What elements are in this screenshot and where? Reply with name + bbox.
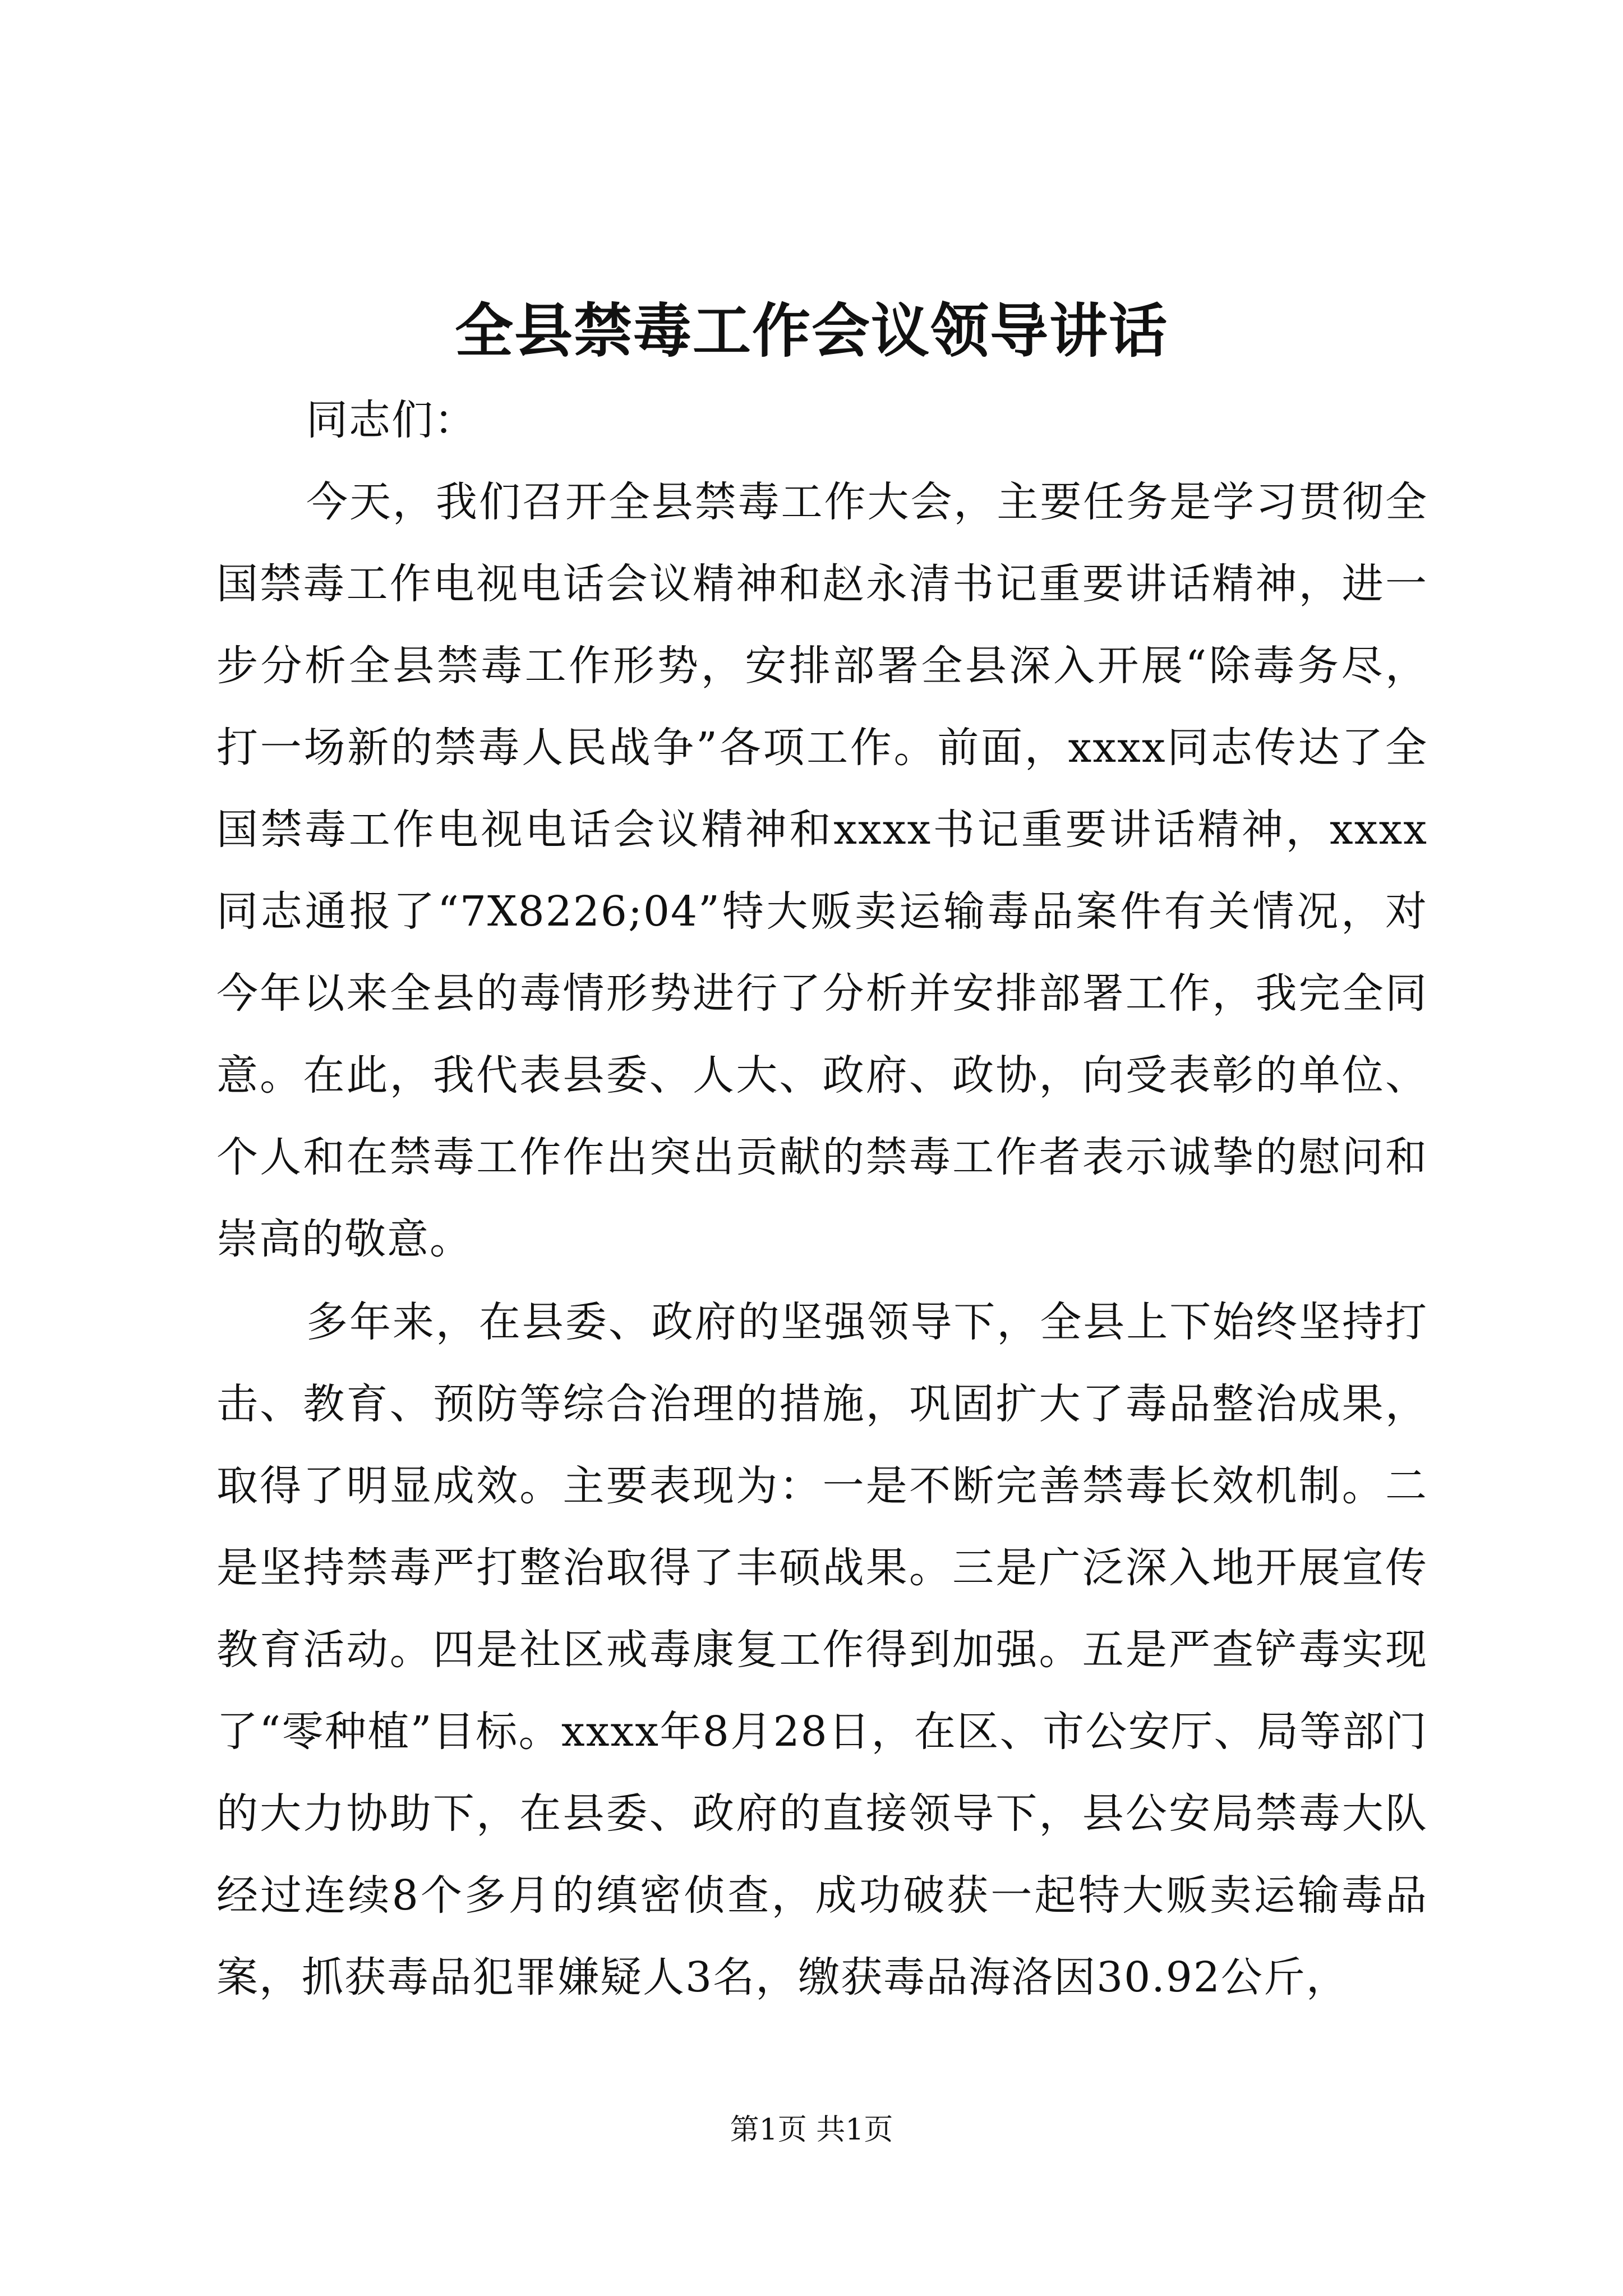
salutation: 同志们： [306, 396, 477, 444]
paragraph-1: 今天，我们召开全县禁毒工作大会，主要任务是学习贯彻全国禁毒工作电视电话会议精神和赵永清书记重要讲话精神，进一步分析全县禁毒工作形势，安排部署全县深入开展“除毒务尽，打一场新的禁毒人民战争”各项工作。前面，xxxx同志传达了全国禁毒工作电视电话会议精神和xxxx书记重要讲话精神，xxxx同志通报了“7X8226;04”特大贩卖运输毒品案件有关情况，对今年以来全县的毒情形势进行了分析并安排部署工作，我完全同意。在此，我代表县委、人大、政府、政协，向受表彰的单位、个人和在禁毒工作作出突出贡献的禁毒工作者表示诚挚的慰问和崇高的敬意。 [216, 478, 1428, 1263]
paragraph-2: 多年来，在县委、政府的坚强领导下，全县上下始终坚持打击、教育、预防等综合治理的措施，巩固扩大了毒品整治成果，取得了明显成效。主要表现为：一是不断完善禁毒长效机制。二是坚持禁毒严打整治取得了丰硕战果。三是广泛深入地开展宣传教育活动。四是社区戒毒康复工作得到加强。五是严查铲毒实现了“零种植”目标。xxxx年8月28日，在区、市公安厅、局等部门的大力协助下，在县委、政府的直接领导下，县公安局禁毒大队经过连续8个多月的缜密侦查，成功破获一起特大贩卖运输毒品案，抓获毒品犯罪嫌疑人3名，缴获毒品海洛因30.92公斤， [216, 1298, 1428, 2001]
page-footer: 第1页 共1页 [730, 2113, 893, 2147]
document-body [216, 379, 1428, 2018]
document-title: 全县禁毒工作会议领导讲话 [454, 296, 1168, 365]
